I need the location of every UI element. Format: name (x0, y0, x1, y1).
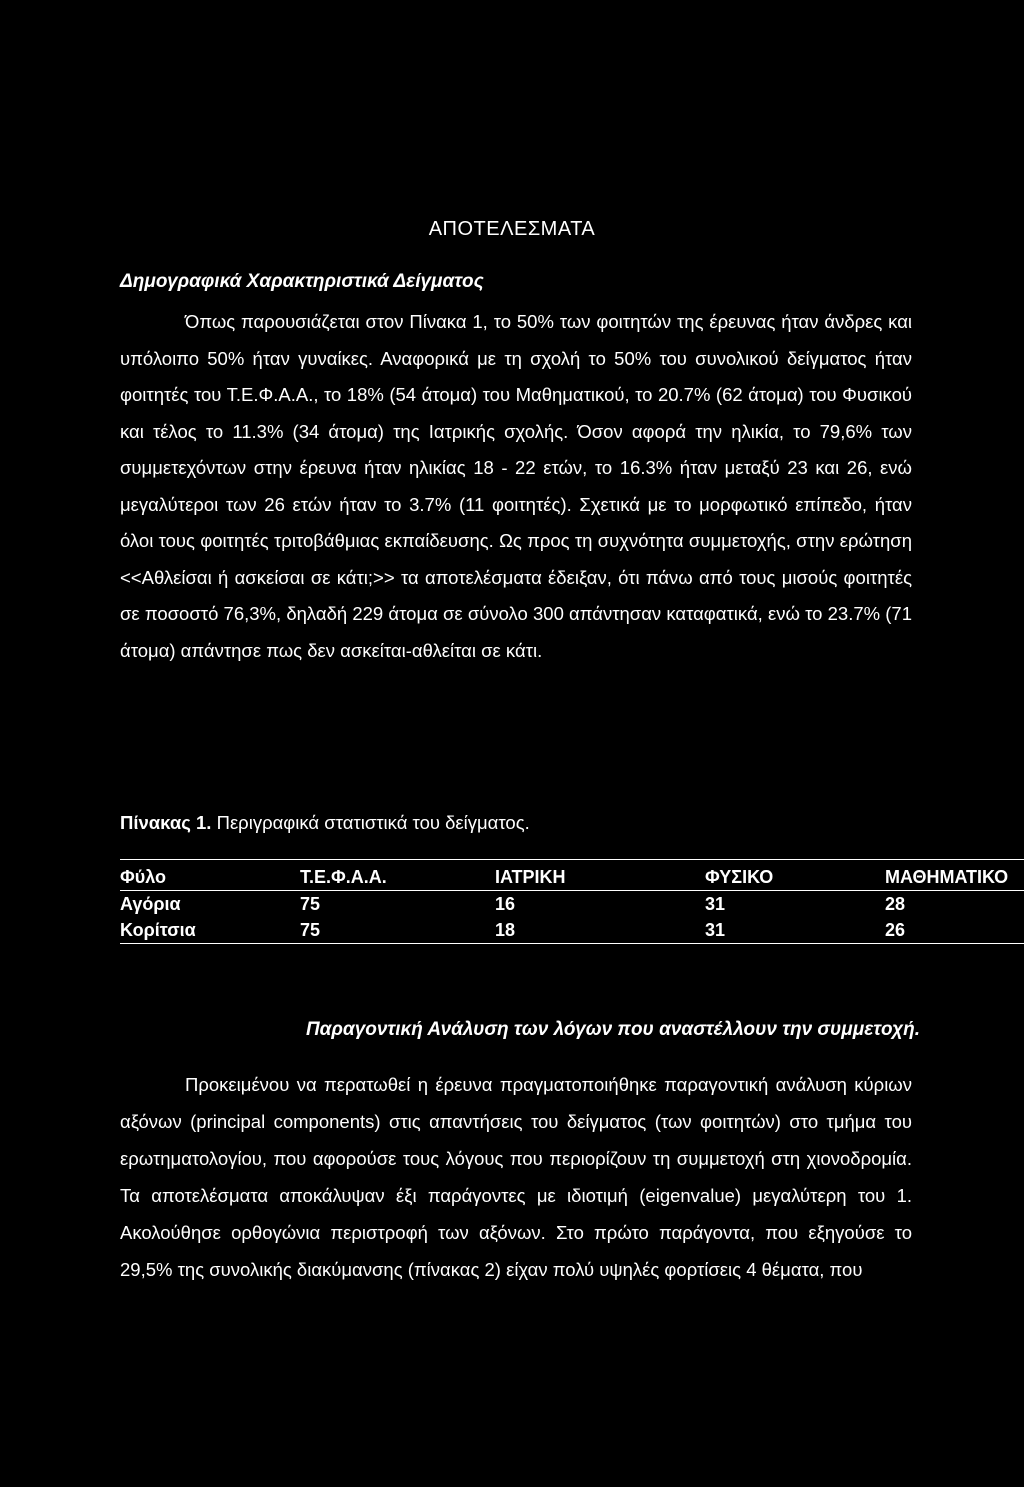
descriptive-stats-table (120, 859, 1024, 944)
demographics-subheading: Δημογραφικά Χαρακτηριστικά Δείγματος (120, 271, 484, 292)
header-tefaa: Τ.Ε.Φ.Α.Α. (270, 860, 460, 891)
cell-math: 26 (855, 917, 1024, 944)
table-header-row (120, 860, 1024, 891)
table-caption-label: Πίνακας 1. (120, 812, 212, 833)
cell-physics: 31 (705, 893, 726, 914)
header-physics: ΦΥΣΙΚΟ (665, 860, 855, 891)
factor-analysis-paragraph (120, 1066, 912, 1288)
table-caption (120, 812, 530, 834)
cell-medical: 18 (460, 917, 665, 944)
table-row (120, 891, 1024, 918)
cell-tefaa: 75 (300, 893, 321, 914)
demographics-paragraph (120, 304, 912, 669)
cell-tefaa: 75 (270, 917, 460, 944)
demographics-paragraph-text: Όπως παρουσιάζεται στον Πίνακα 1, το 50% των φοιτητών της έρευνας ήταν άνδρες και υπόλοιπο 50% ήταν γυναίκες. Αναφορικά με τη σχολή το 50% του συνολικού δείγματος ήταν φοιτητές του Τ.Ε.Φ.Α.Α., το 18% (54 άτομα) του Μαθηματικού, το 20.7% (62 άτομα) του Φυσικού και τέλος το 11.3% (34 άτομα) της Ιατρικής σχολής. Όσον αφορά την ηλικία, το 79,6% των συμμετεχόντων στην έρευνα ήταν ηλικίας 18 - 22 ετών, το 16.3% ήταν μεταξύ 23 και 26, ενώ μεγαλύτεροι των 26 ετών ήταν το 3.7% (11 φοιτητές). Σχετικά με το μορφωτικό επίπεδο, ήταν όλοι τους φοιτητές τριτοβάθμιας εκπαίδευσης. Ως προς τη συχνότητα συμμετοχής, στην ερώτηση <<Αθλείσαι ή ασκείσαι σε κάτι;>> τα αποτελέσματα έδειξαν, ότι πάνω από τους μισούς φοιτητές σε ποσοστό 76,3%, δηλαδή 229 άτομα σε σύνολο 300 απάντησαν καταφατικά, ενώ το 23.7% (71 άτομα) απάντησε πως δεν ασκείται-αθλείται σε κάτι. (120, 311, 912, 661)
header-sex: Φύλο (120, 860, 270, 891)
table-caption-text: Περιγραφικά στατιστικά του δείγματος. (211, 812, 530, 833)
cell-sex: Αγόρια (120, 893, 181, 914)
table-row (120, 917, 1024, 944)
cell-medical: 16 (495, 893, 516, 914)
cell-physics: 31 (665, 917, 855, 944)
factor-analysis-paragraph-text: Προκειμένου να περατωθεί η έρευνα πραγματοποιήθηκε παραγοντική ανάλυση κύριων αξόνων (principal components) στις απαντήσεις του δείγματος (των φοιτητών) στο τμήμα του ερωτηματολογίου, που αφορούσε τους λόγους που περιορίζουν τη συμμετοχή στη χιονοδρομία. Τα αποτελέσματα αποκάλυψαν έξι παράγοντες με ιδιοτιμή (eigenvalue) μεγαλύτερη του 1. Ακολούθησε ορθογώνια περιστροφή των αξόνων. Στο πρώτο παράγοντα, που εξηγούσε το 29,5% της συνολικής διακύμανσης (πίνακας 2) είχαν πολύ υψηλές φορτίσεις 4 θέματα, που (120, 1074, 912, 1280)
section-heading: ΑΠΟΤΕΛΕΣΜΑΤΑ (428, 218, 596, 240)
cell-math: 28 (885, 893, 906, 914)
header-math: ΜΑΘΗΜΑΤΙΚΟ (855, 860, 1024, 891)
factor-analysis-heading: Παραγοντική Ανάλυση των λόγων που αναστέλλουν την συμμετοχή. (305, 1019, 920, 1040)
header-medical: ΙΑΤΡΙΚΗ (460, 860, 665, 891)
cell-sex: Κορίτσια (120, 917, 270, 944)
